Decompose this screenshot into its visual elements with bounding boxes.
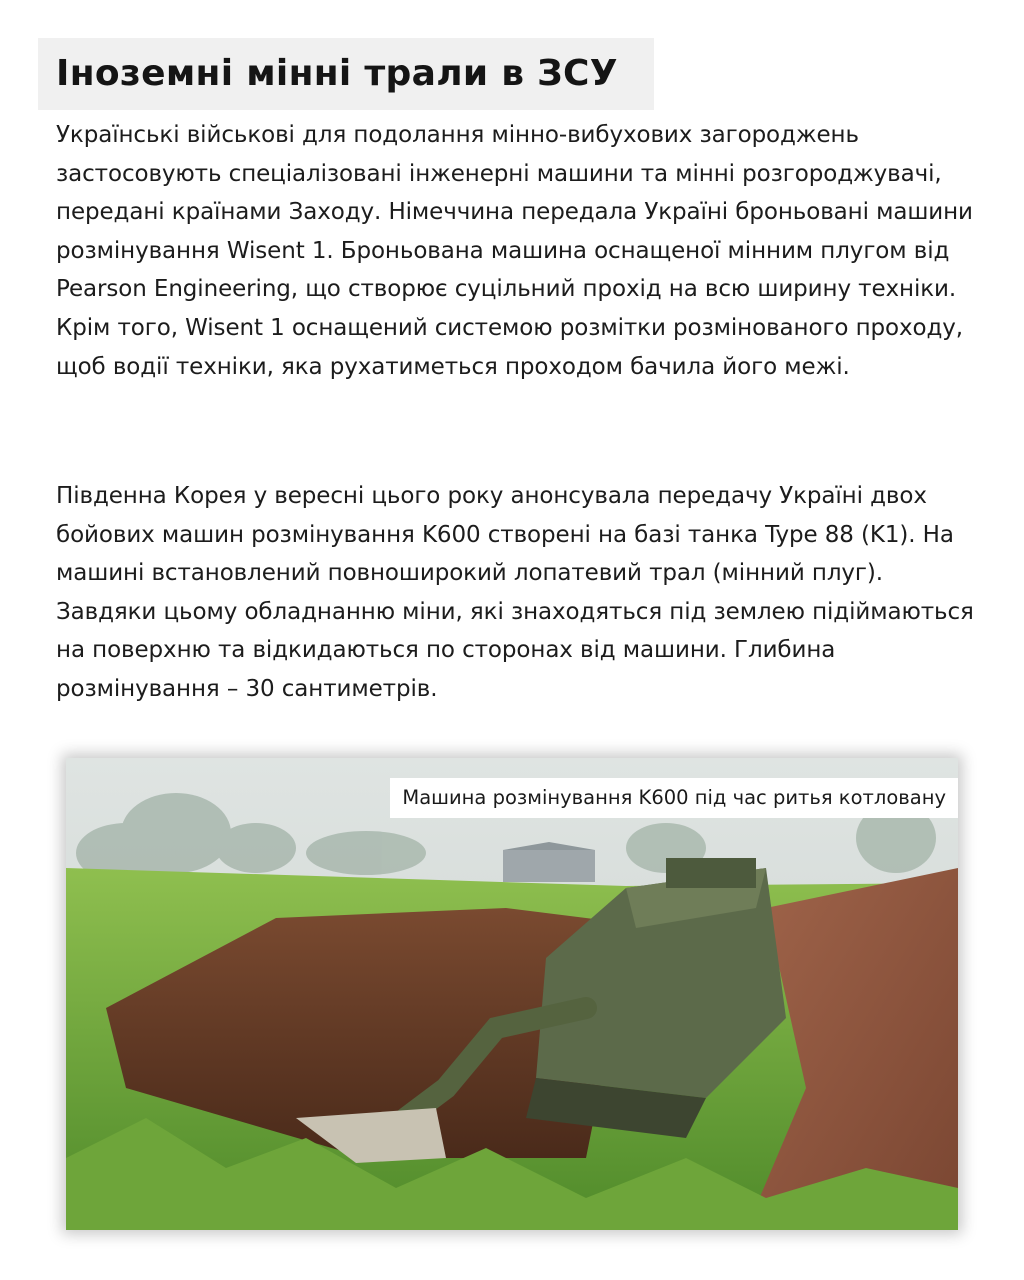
building (503, 842, 595, 882)
paragraph-wisent: Українські військові для подолання мінно-вибухових загороджень застосовують спеціалізовані інженерні машини та мінні розгороджувачі, передані країнами Заходу. Німеччина передала Україні броньовані машини розмінування Wisent 1. Броньована машина оснащеної мінним плугом від Pearson Engineering, що створює суцільний прохід на всю ширину техніки. Крім того, Wisent 1 оснащений системою розмітки розмінованого проходу, щоб водії техніки, яка рухатиметься проходом бачила його межі. (56, 122, 973, 380)
photo-caption: Машина розмінування K600 під час ритья котловану (390, 778, 958, 818)
paragraph-k600: Південна Корея у вересні цього року анонсувала передачу Україні двох бойових машин розмінування K600 створені на базі танка Type 88 (K1). На машині встановлений повноширокий лопатевий трал (мінний плуг). Завдяки цьому обладнанню міни, які знаходяться під землею підіймаються на поверхню та відкидаються по сторонах від машини. Глибина розмінування – 30 сантиметрів. (56, 483, 974, 702)
page-title: Іноземні мінні трали в ЗСУ (56, 53, 618, 94)
k600-photo (66, 758, 958, 1230)
title-box (38, 38, 654, 110)
photo-illustration (66, 758, 958, 1230)
